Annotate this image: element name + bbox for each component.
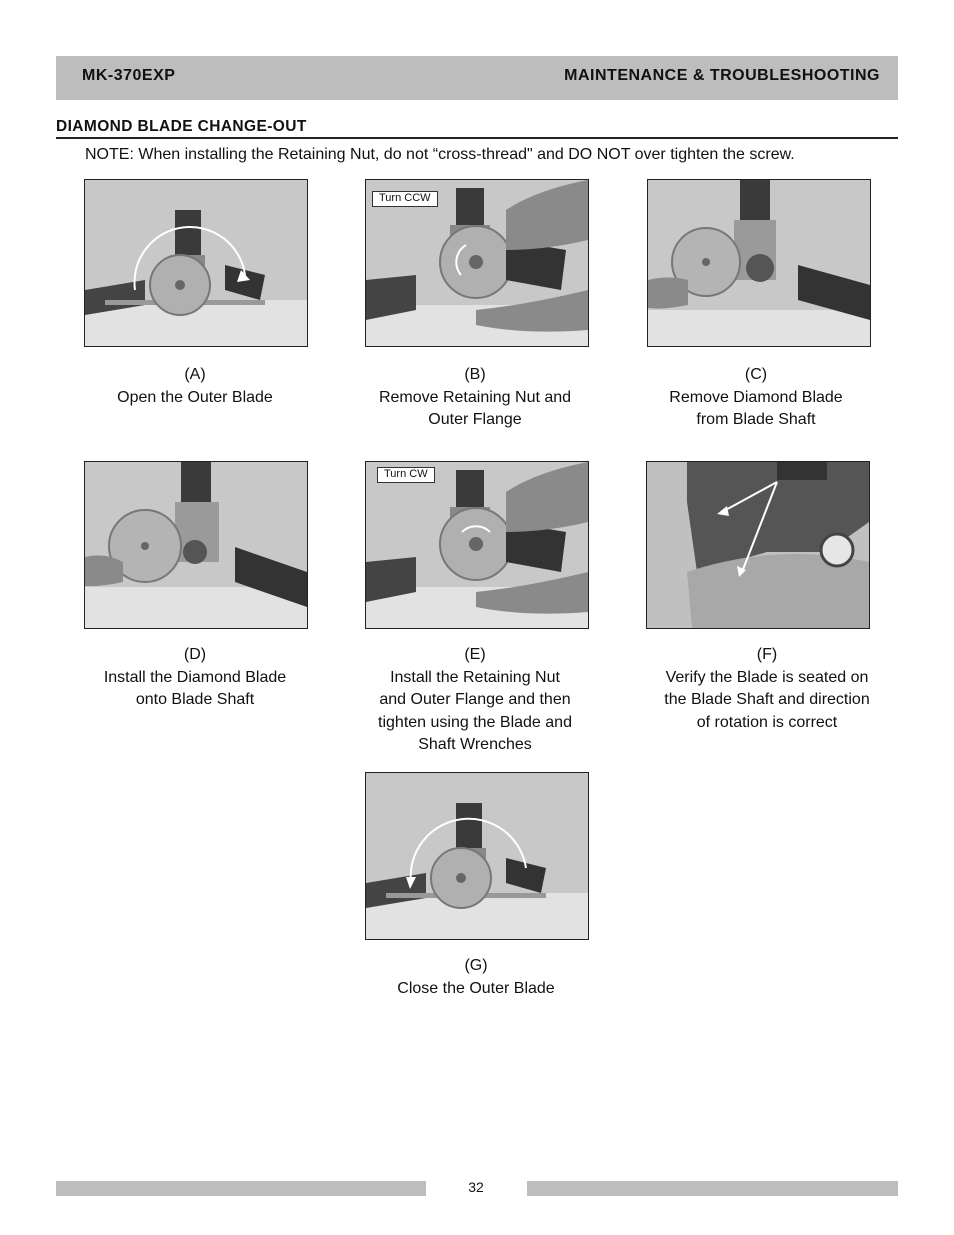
step-text-line: Shaft Wrenches (418, 736, 532, 753)
step-letter: (G) (464, 957, 488, 974)
step-text-line: Open the Outer Blade (117, 388, 273, 406)
step-text-line: Verify the Blade is seated on (665, 668, 869, 686)
photo-step-a (84, 179, 308, 347)
photo-step-f (646, 461, 870, 629)
step-letter: (D) (183, 646, 207, 663)
model-name: MK-370EXP (82, 67, 176, 84)
caption-step-g (356, 955, 596, 1000)
photo-step-g (365, 772, 589, 940)
step-text-line: the Blade Shaft and direction (664, 691, 870, 708)
section-divider (56, 137, 898, 139)
step-text-line: onto Blade Shaft (135, 691, 255, 708)
installation-note: NOTE: When installing the Retaining Nut, do not “cross-thread" and DO NOT over tighten the screw. (85, 146, 795, 163)
caption-step-e (355, 644, 595, 757)
caption-step-c (636, 364, 876, 432)
step-letter: (A) (184, 366, 206, 383)
step-text-line: from Blade Shaft (696, 411, 816, 428)
step-text-line: Remove Retaining Nut and (378, 388, 572, 406)
step-text-line: of rotation is correct (696, 713, 838, 731)
section-name: MAINTENANCE & TROUBLESHOOTING (564, 67, 880, 84)
photo-step-d (84, 461, 308, 629)
turn-ccw-label: Turn CCW (372, 191, 438, 207)
step-text-line: Install the Diamond Blade (103, 668, 287, 686)
step-text-line: Remove Diamond Blade (669, 388, 843, 406)
header-bar (56, 56, 898, 100)
caption-step-f (647, 644, 887, 734)
caption-step-b (355, 364, 595, 432)
footer-bar-left (56, 1181, 426, 1196)
photo-step-e (365, 461, 589, 629)
section-title: DIAMOND BLADE CHANGE-OUT (56, 118, 307, 135)
step-letter: (B) (464, 366, 486, 383)
footer-bar-right (527, 1181, 898, 1196)
turn-cw-label: Turn CW (377, 467, 435, 483)
step-letter: (F) (756, 646, 778, 663)
step-text-line: Close the Outer Blade (397, 979, 555, 997)
photo-step-c (647, 179, 871, 347)
step-letter: (E) (464, 646, 486, 663)
caption-step-d (75, 644, 315, 712)
step-text-line: and Outer Flange and then (379, 691, 571, 708)
caption-step-a (75, 364, 315, 409)
step-letter: (C) (744, 366, 768, 383)
step-text-line: Outer Flange (428, 411, 522, 428)
step-text-line: Install the Retaining Nut (390, 668, 560, 686)
step-text-line: tighten using the Blade and (378, 713, 572, 731)
page-number: 32 (468, 1179, 484, 1195)
